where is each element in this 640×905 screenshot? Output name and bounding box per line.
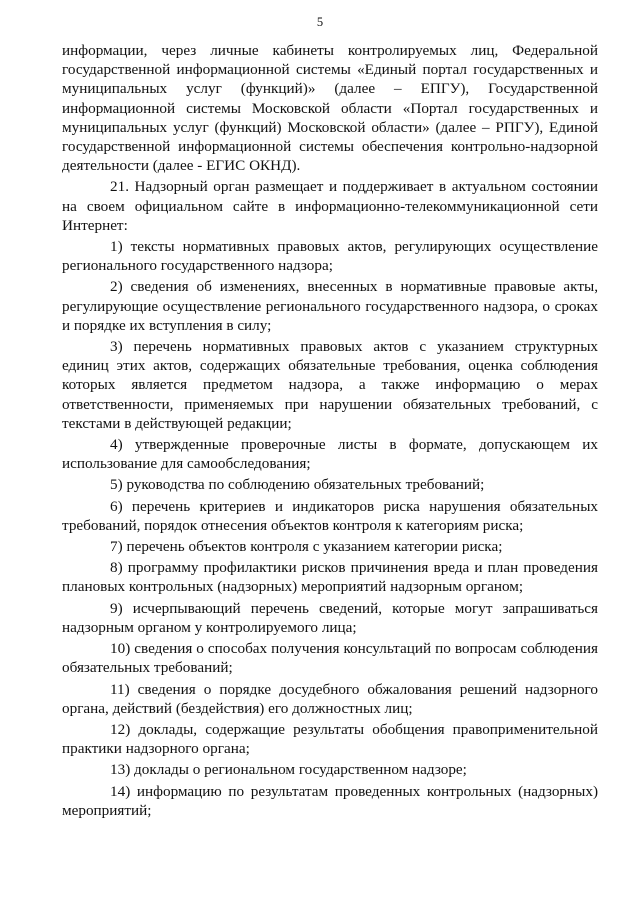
list-item-4: 4) утвержденные проверочные листы в формате, допускающем их использование для самообследования; [62, 436, 598, 473]
list-item-9: 9) исчерпывающий перечень сведений, которые могут запрашиваться надзорным органом у контролируемого лица; [62, 599, 598, 636]
list-item-6: 6) перечень критериев и индикаторов риска нарушения обязательных требований, порядок отнесения объектов контроля к категориям риска; [62, 497, 598, 534]
list-item-14: 14) информацию по результатам проведенных контрольных (надзорных) мероприятий; [62, 782, 598, 819]
list-item-12: 12) доклады, содержащие результаты обобщения правоприменительной практики надзорного органа; [62, 720, 598, 758]
paragraph-continuation: информации, через личные кабинеты контролируемых лиц, Федеральной государственной информационной системы «Единый портал государственных и муниципальных услуг (функций)» (далее – ЕПГУ), Государственной информационной системы Московской области «Портал государственных и муниципальных услуг (функций) Московской области» (далее – РПГУ), Единой государственной информационной системы обеспечения контрольно-надзорной деятельности (далее - ЕГИС ОКНД). [62, 42, 598, 175]
list-item-5: 5) руководства по соблюдению обязательных требований; [110, 476, 485, 494]
list-item-2: 2) сведения об изменениях, внесенных в нормативные правовые акты, регулирующие осуществление регионального государственного надзора, о сроках и порядке их вступления в силу; [62, 278, 598, 334]
list-item-13: 13) доклады о региональном государственном надзоре; [110, 761, 467, 779]
list-item-1: 1) тексты нормативных правовых актов, регулирующих осуществление регионального государственного надзора; [62, 238, 598, 275]
list-item-8: 8) программу профилактики рисков причинения вреда и план проведения плановых контрольных (надзорных) мероприятий надзорным органом; [62, 559, 598, 596]
list-item-11: 11) сведения о порядке досудебного обжалования решений надзорного органа, действий (бездействия) его должностных лиц; [62, 680, 598, 717]
document-body [62, 41, 598, 822]
paragraph-21: 21. Надзорный орган размещает и поддерживает в актуальном состоянии на своем официальном сайте в информационно-телекоммуникационной сети Интернет: [62, 178, 598, 234]
list-item-10: 10) сведения о способах получения консультаций по вопросам соблюдения обязательных требований; [62, 640, 598, 677]
list-item-7: 7) перечень объектов контроля с указанием категории риска; [110, 538, 503, 556]
page-number: 5 [316, 15, 324, 29]
list-item-3: 3) перечень нормативных правовых актов с указанием структурных единиц этих актов, содержащих обязательные требования, оценка соблюдения которых является предметом надзора, а также информацию о мерах ответственности, применяемых при нарушении обязательных требований, с текстами в действующей редакции; [62, 338, 598, 432]
